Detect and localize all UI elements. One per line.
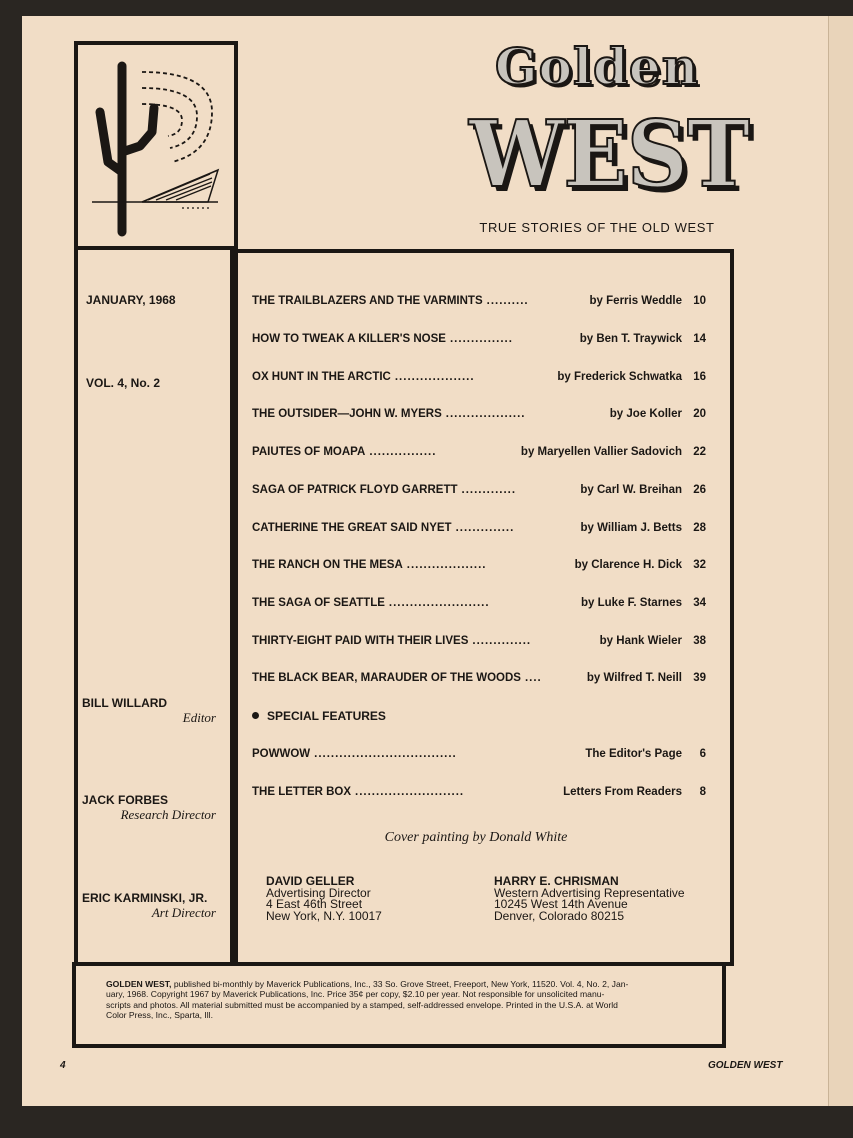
staff-name: JACK FORBES <box>82 793 169 807</box>
toc-title: THE RANCH ON THE MESA <box>252 559 403 571</box>
contact-name: DAVID GELLER <box>266 874 355 888</box>
notice-line: Color Press, Inc., Sparta, Ill. <box>106 1010 213 1021</box>
toc-leader: .... <box>524 672 542 684</box>
bullet-icon <box>252 712 259 719</box>
special-entry[interactable] <box>252 748 706 760</box>
special-features-heading <box>252 709 386 723</box>
toc-author: by Frederick Schwatka <box>557 371 682 383</box>
toc-title: OX HUNT IN THE ARCTIC <box>252 371 391 383</box>
masthead-tagline: TRUE STORIES OF THE OLD WEST <box>479 220 715 235</box>
toc-page-number: 38 <box>693 635 706 647</box>
toc-title: THE SAGA OF SEATTLE <box>252 597 385 609</box>
toc-author: by Luke F. Starnes <box>581 597 682 609</box>
toc-page-number: 28 <box>693 522 706 534</box>
toc-leader: ................... <box>445 408 526 420</box>
toc-page-number: 22 <box>693 446 706 458</box>
running-title: GOLDEN WEST <box>708 1060 783 1071</box>
contact-street: 4 East 46th Street <box>266 897 363 911</box>
toc-title: THE TRAILBLAZERS AND THE VARMINTS <box>252 295 483 307</box>
cactus-logo-icon <box>82 52 228 238</box>
contact-title: Advertising Director <box>266 885 371 900</box>
toc-title: SAGA OF PATRICK FLOYD GARRETT <box>252 484 458 496</box>
toc-author: by Ferris Weddle <box>589 295 682 307</box>
toc-title: THE OUTSIDER—JOHN W. MYERS <box>252 408 442 420</box>
toc-title: THIRTY-EIGHT PAID WITH THEIR LIVES <box>252 635 469 647</box>
next-page-edge <box>828 16 853 1106</box>
staff-role: Art Director <box>151 905 216 920</box>
toc-title: THE BLACK BEAR, MARAUDER OF THE WOODS <box>252 672 521 684</box>
toc-leader: ............... <box>449 333 513 345</box>
toc-author: Letters From Readers <box>563 786 682 798</box>
toc-title: CATHERINE THE GREAT SAID NYET <box>252 522 452 534</box>
special-features-label: SPECIAL FEATURES <box>267 709 386 723</box>
toc-author: by Joe Koller <box>609 408 682 420</box>
toc-author: by Ben T. Traywick <box>579 333 682 345</box>
toc-entry[interactable] <box>252 635 706 647</box>
toc-page-number: 20 <box>693 408 706 420</box>
toc-leader: ................ <box>369 446 437 458</box>
toc-page-number: 10 <box>693 295 706 307</box>
issue-date: JANUARY, 1968 <box>86 293 176 307</box>
toc-leader: ................... <box>406 559 487 571</box>
toc-author: by William J. Betts <box>580 522 682 534</box>
advertising-contact <box>494 876 685 922</box>
toc-leader: ........................ <box>388 597 490 609</box>
toc-author: by Carl W. Breihan <box>580 484 682 496</box>
cover-credit: Cover painting by Donald White <box>384 830 568 845</box>
toc-entry[interactable] <box>252 446 706 458</box>
toc-author: by Hank Wieler <box>599 635 682 647</box>
toc-entry[interactable] <box>252 333 706 345</box>
masthead-title-west: WEST <box>469 100 750 208</box>
notice-line: uary, 1968. Copyright 1967 by Maverick Publications, Inc. Price 35¢ per copy, $2.10 per year. Not responsible for unsolicited manu- <box>106 989 605 1000</box>
contact-city: New York, N.Y. 10017 <box>266 908 382 923</box>
advertising-contact <box>266 876 382 922</box>
special-entry[interactable] <box>252 786 706 798</box>
toc-leader: .............. <box>455 522 515 534</box>
toc-title: PAIUTES OF MOAPA <box>252 446 366 458</box>
toc-entry[interactable] <box>252 597 706 609</box>
toc-page-number: 34 <box>693 597 706 609</box>
contact-street: 10245 West 14th Avenue <box>494 897 628 911</box>
toc-entry[interactable] <box>252 295 706 307</box>
staff-name: ERIC KARMINSKI, JR. <box>82 891 208 905</box>
masthead-title-golden: Golden <box>494 37 700 96</box>
toc-page-number: 8 <box>699 786 706 798</box>
staff-role: Editor <box>182 710 216 725</box>
notice-line: published bi-monthly by Maverick Publications, Inc., 33 So. Grove Street, Freeport, New York, 11520. Vol. 4, No. 2, Jan- <box>173 979 629 989</box>
toc-title: THE LETTER BOX <box>252 786 352 798</box>
toc-entry[interactable] <box>252 672 706 684</box>
toc-entry[interactable] <box>252 408 706 420</box>
notice-line: scripts and photos. All material submitted must be accompanied by a stamped, self-addressed envelope. Printed in the U.S.A. at World <box>106 999 618 1010</box>
issue-volume: VOL. 4, No. 2 <box>86 376 161 390</box>
toc-title: POWWOW <box>252 748 311 760</box>
staff-role: Research Director <box>120 807 216 822</box>
toc-author: The Editor's Page <box>585 748 682 760</box>
toc-page-number: 14 <box>693 333 706 345</box>
toc-page-number: 32 <box>693 559 706 571</box>
toc-leader: .............. <box>472 635 532 647</box>
contact-title: Western Advertising Representative <box>494 885 685 900</box>
toc-page-number: 16 <box>693 371 706 383</box>
toc-title: HOW TO TWEAK A KILLER'S NOSE <box>252 333 446 345</box>
contact-city: Denver, Colorado 80215 <box>494 908 625 923</box>
toc-leader: ................... <box>394 371 475 383</box>
toc-author: by Wilfred T. Neill <box>586 672 682 684</box>
toc-page-number: 39 <box>693 672 706 684</box>
toc-author: by Clarence H. Dick <box>574 559 682 571</box>
toc-entry[interactable] <box>252 522 706 534</box>
contact-name: HARRY E. CHRISMAN <box>494 874 619 888</box>
toc-leader: ............. <box>461 484 517 496</box>
toc-leader: .......................... <box>355 786 465 798</box>
toc-page-number: 6 <box>699 748 706 760</box>
staff-name: BILL WILLARD <box>82 696 168 710</box>
toc-author: by Maryellen Vallier Sadovich <box>520 446 682 458</box>
publication-notice <box>106 979 696 1021</box>
sidebar-box <box>74 246 238 966</box>
toc-entry[interactable] <box>252 484 706 496</box>
toc-leader: .................................. <box>314 748 457 760</box>
toc-entry[interactable] <box>252 371 706 383</box>
toc-page-number: 26 <box>693 484 706 496</box>
toc-entry[interactable] <box>252 559 706 571</box>
page-number: 4 <box>60 1060 66 1071</box>
notice-publication-name: GOLDEN WEST, <box>106 979 172 989</box>
toc-leader: .......... <box>486 295 529 307</box>
